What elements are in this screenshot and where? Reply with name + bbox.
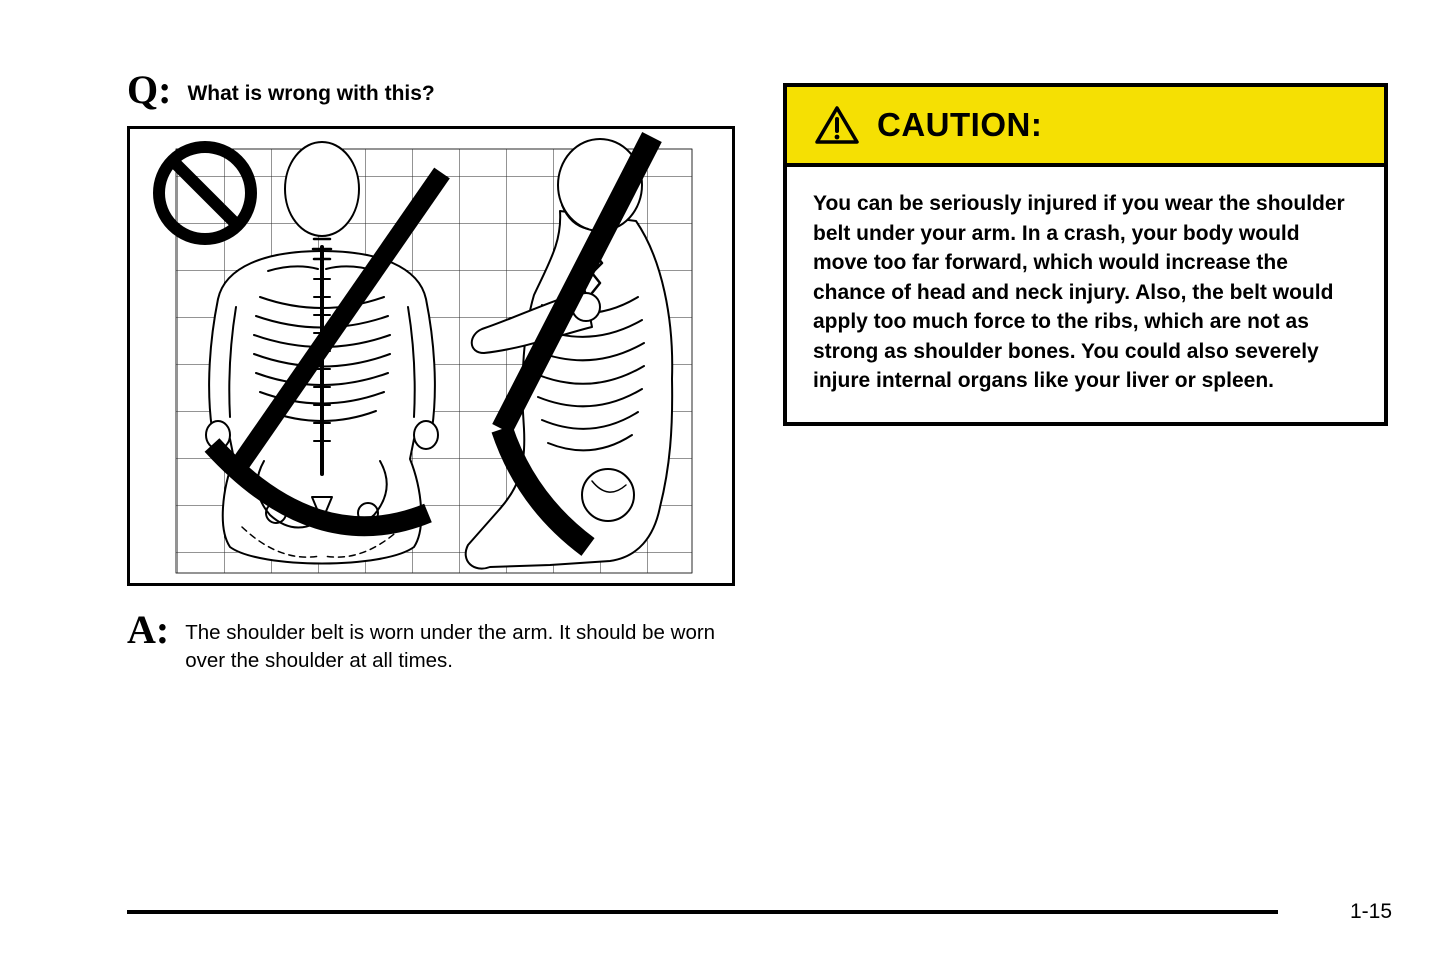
- question-label: Q:: [127, 67, 172, 112]
- caution-title: CAUTION:: [877, 106, 1043, 143]
- question-row: [127, 67, 435, 112]
- seatbelt-illustration: [130, 129, 732, 583]
- caution-body-text: You can be seriously injured if you wear the shoulder belt under your arm. In a crash, your body would move too far forward, which would increase the chance of head and neck injury. Also, the belt would apply too much force to the ribs, which are not as strong as shoulder bones. You could also severely injure internal organs like your liver or spleen.: [813, 192, 1345, 392]
- warning-triangle-icon: [815, 105, 859, 145]
- footer-rule: [127, 910, 1278, 914]
- answer-row: [127, 607, 747, 675]
- page-number: 1-15: [1349, 900, 1392, 923]
- question-text: What is wrong with this?: [187, 82, 435, 105]
- answer-text: The shoulder belt is worn under the arm. It should be worn over the shoulder at all times.: [185, 621, 716, 672]
- caution-box: [783, 83, 1388, 426]
- figure-frame: [127, 126, 735, 586]
- caution-header: [787, 87, 1384, 167]
- answer-label: A:: [127, 607, 170, 652]
